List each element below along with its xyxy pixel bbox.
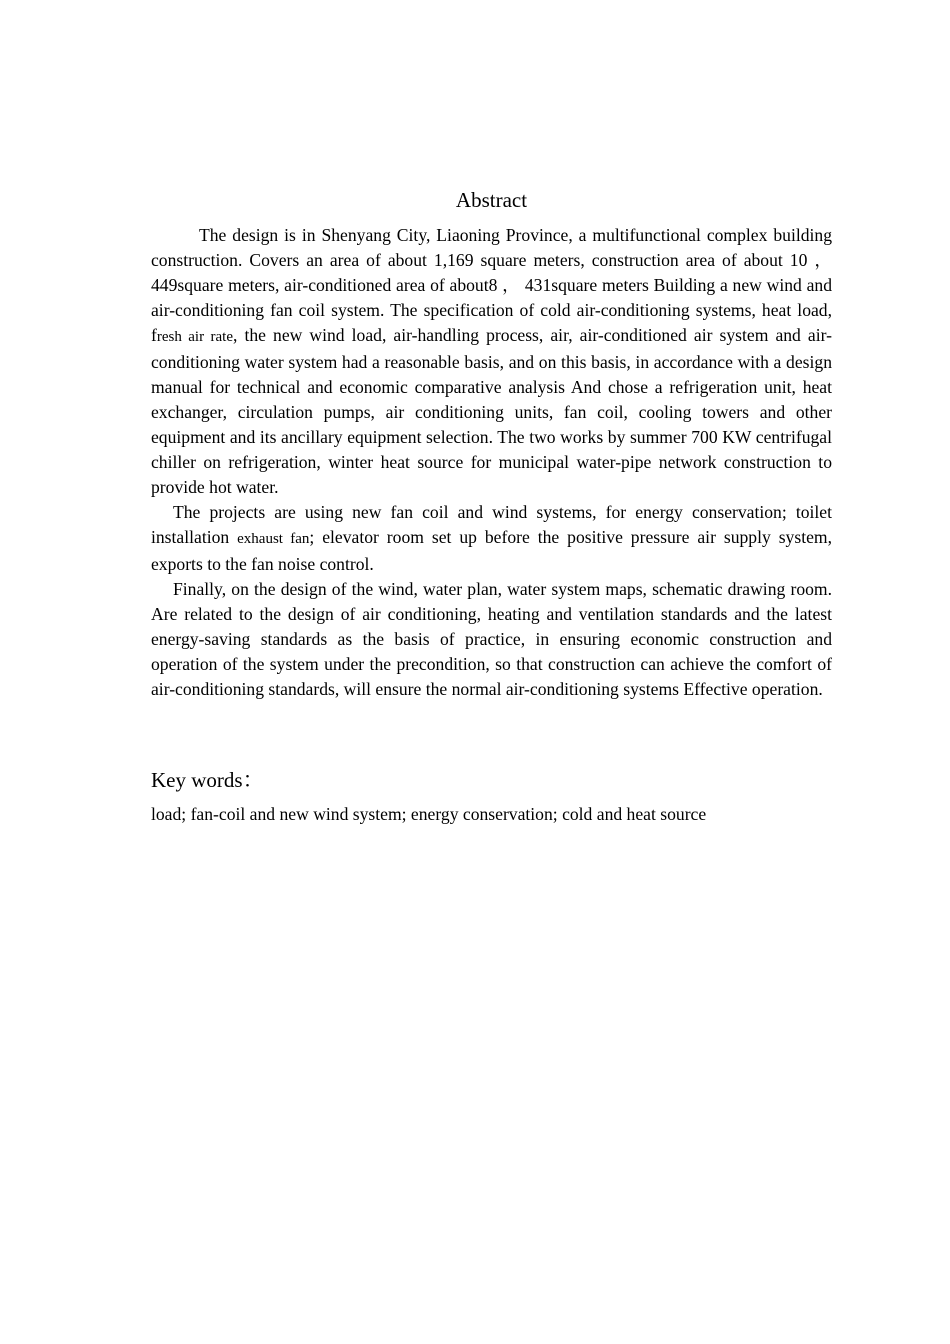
abstract-title: Abstract [455, 188, 528, 212]
paragraph-2-text-a: The projects are using new fan coil and wind systems, for energy conservation; toilet installation [151, 502, 832, 547]
keywords-list: load; fan-coil and new wind system; energy conservation; cold and heat source [151, 804, 707, 824]
paragraph-1-text-a: The design is in Shenyang City, Liaoning Province, a multifunctional complex building construction. Covers an area of about 1,169 square meters, construction area of about 10 ， 449square meters, air-conditioned area of about8 ， 431square meters Building a new wind and air-conditioning fan coil system. The specification of cold air-conditioning systems, heat load, f [151, 225, 832, 345]
paragraph-2-text-c: ; elevator room set up before the positive pressure air supply system, exports to the fan noise control. [151, 527, 832, 574]
abstract-paragraph-1 [151, 223, 832, 500]
keywords-heading: Key words： [151, 768, 264, 792]
abstract-paragraph-3 [151, 577, 832, 702]
abstract-paragraph-2 [151, 500, 832, 577]
paragraph-1-text-c: , the new wind load, air-handling process, air, air-conditioned air system and air-conditioning water system had a reasonable basis, and on this basis, in accordance with a design manual for technical and economic comparative analysis And chose a refrigeration unit, heat exchanger, circulation pumps, air conditioning units, fan coil, cooling towers and other equipment and its ancillary equipment selection. The two works by summer 700 KW centrifugal chiller on refrigeration, winter heat source for municipal water-pipe network construction to provide hot water. [151, 325, 832, 497]
paragraph-2-text-b: exhaust fan [237, 531, 310, 547]
paragraph-1-text-b: resh air rate [156, 329, 233, 345]
abstract-section [151, 185, 832, 827]
paragraph-3-text: Finally, on the design of the wind, water plan, water system maps, schematic drawing room. Are related to the design of air conditioning, heating and ventilation standards and the latest energy-saving standards as the basis of practice, in ensuring economic construction and operation of the system under the precondition, so that construction can achieve the comfort of air-conditioning standards, will ensure the normal air-conditioning systems Effective operation. [151, 579, 832, 699]
